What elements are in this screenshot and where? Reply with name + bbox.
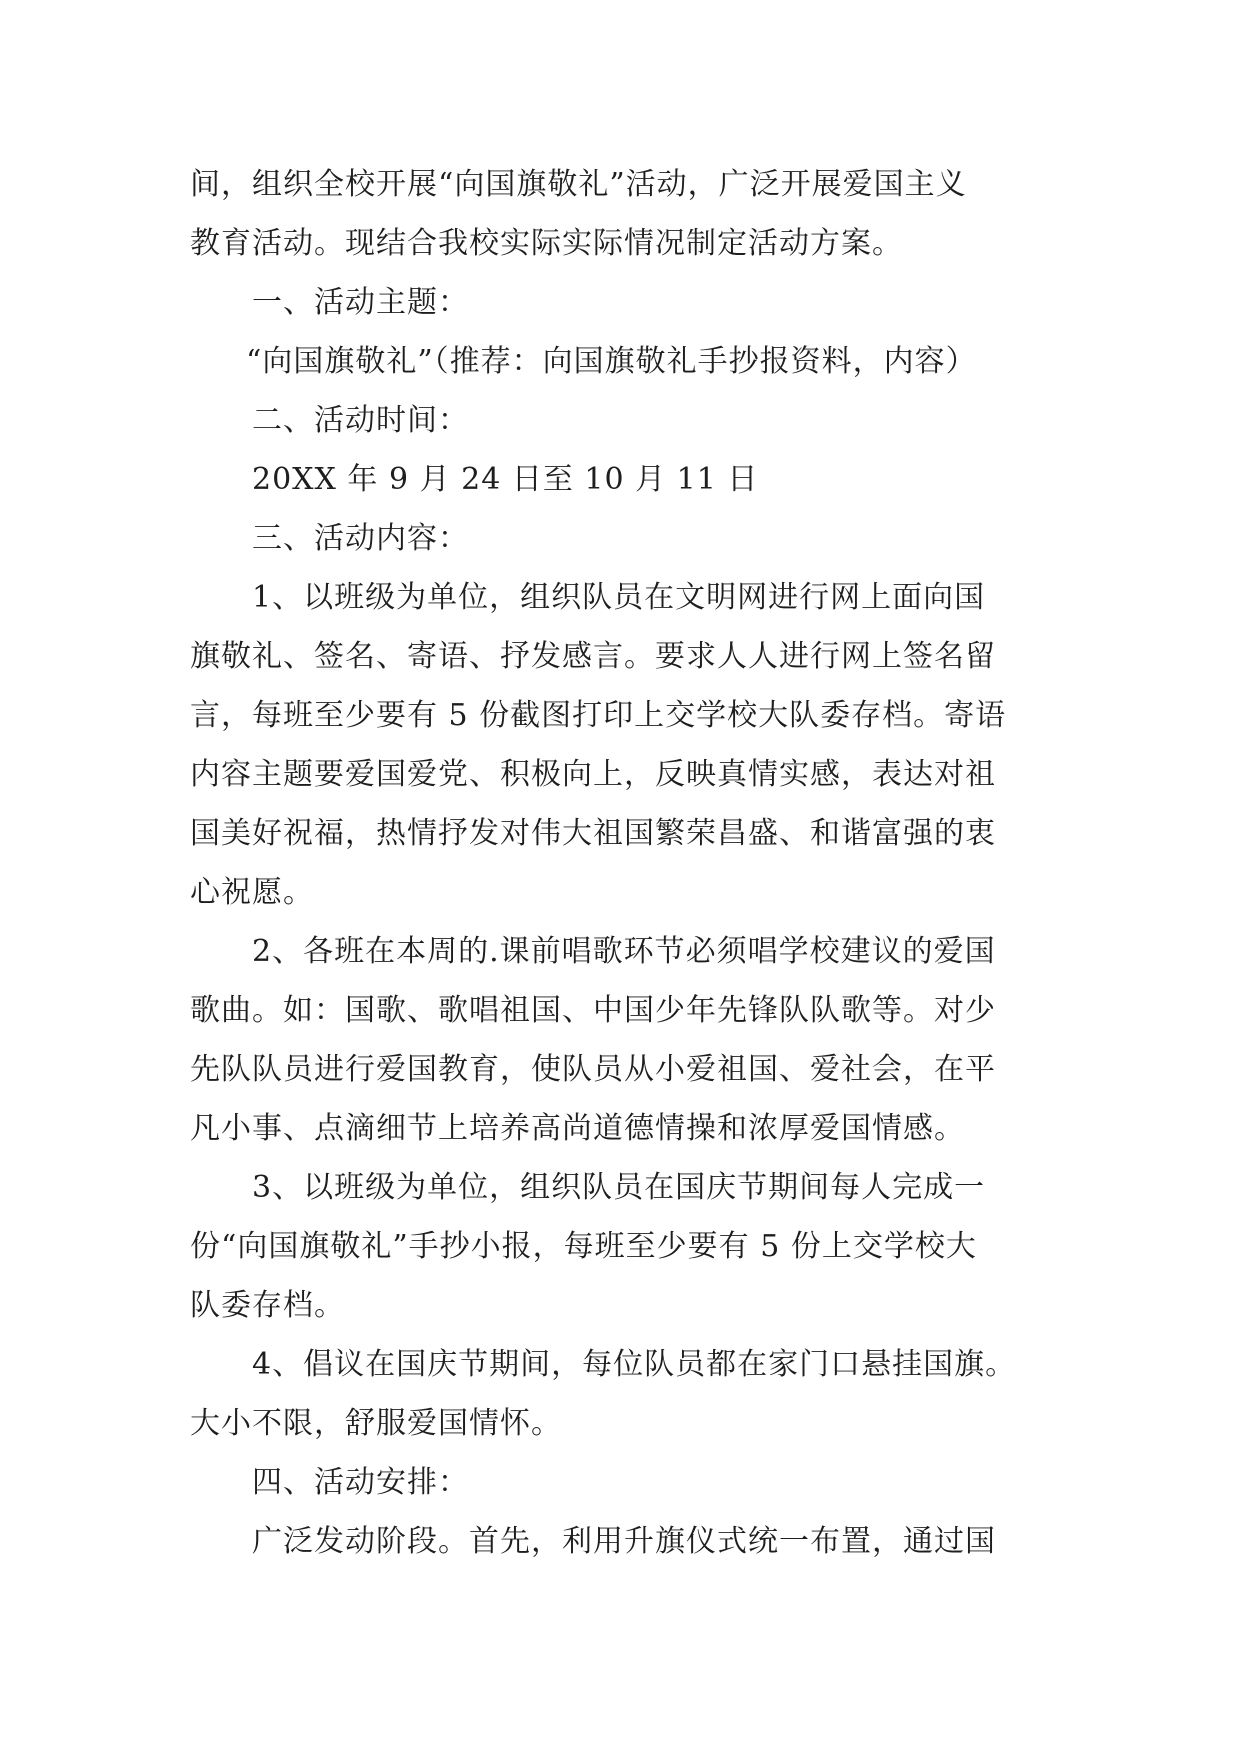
paragraph-line: 教育活动。现结合我校实际实际情况制定活动方案。 bbox=[190, 226, 903, 261]
paragraph-line: 队委存档。 bbox=[190, 1288, 345, 1323]
section-heading-content: 三、活动内容： bbox=[252, 521, 469, 556]
paragraph-line: 4、倡议在国庆节期间，每位队员都在家门口悬挂国旗。 bbox=[252, 1347, 1017, 1382]
paragraph-line: 心祝愿。 bbox=[190, 875, 314, 910]
section-heading-theme: 一、活动主题： bbox=[252, 285, 469, 320]
paragraph-line: 份“向国旗敬礼”手抄小报，每班至少要有 5 份上交学校大 bbox=[190, 1229, 977, 1264]
paragraph-line: 2、各班在本周的.课前唱歌环节必须唱学校建议的爱国 bbox=[252, 934, 996, 969]
paragraph-line: 国美好祝福，热情抒发对伟大祖国繁荣昌盛、和谐富强的衷 bbox=[190, 816, 996, 851]
paragraph-line: 间，组织全校开展“向国旗敬礼”活动，广泛开展爱国主义 bbox=[190, 167, 967, 202]
paragraph-line: 言，每班至少要有 5 份截图打印上交学校大队委存档。寄语 bbox=[190, 698, 1007, 733]
paragraph-line: 20XX 年 9 月 24 日至 10 月 11 日 bbox=[252, 462, 759, 497]
paragraph-line: 凡小事、点滴细节上培养高尚道德情操和浓厚爱国情感。 bbox=[190, 1111, 965, 1146]
section-heading-time: 二、活动时间： bbox=[252, 403, 469, 438]
paragraph-line: 歌曲。如：国歌、歌唱祖国、中国少年先锋队队歌等。对少 bbox=[190, 993, 996, 1028]
paragraph-line: 3、以班级为单位，组织队员在国庆节期间每人完成一 bbox=[252, 1170, 986, 1205]
paragraph-line: 旗敬礼、签名、寄语、抒发感言。要求人人进行网上签名留 bbox=[190, 639, 996, 674]
paragraph-line: 内容主题要爱国爱党、积极向上，反映真情实感，表达对祖 bbox=[190, 757, 996, 792]
paragraph-line: 1、以班级为单位，组织队员在文明网进行网上面向国 bbox=[252, 580, 986, 615]
section-heading-arrangement: 四、活动安排： bbox=[252, 1465, 469, 1500]
paragraph-line: 先队队员进行爱国教育，使队员从小爱祖国、爱社会，在平 bbox=[190, 1052, 996, 1087]
document-body bbox=[190, 155, 1050, 1571]
paragraph-line: 大小不限，舒服爱国情怀。 bbox=[190, 1406, 562, 1441]
paragraph-line: 广泛发动阶段。首先，利用升旗仪式统一布置，通过国 bbox=[252, 1524, 996, 1559]
paragraph-line: “向国旗敬礼”（推荐：向国旗敬礼手抄报资料，内容） bbox=[246, 344, 977, 379]
